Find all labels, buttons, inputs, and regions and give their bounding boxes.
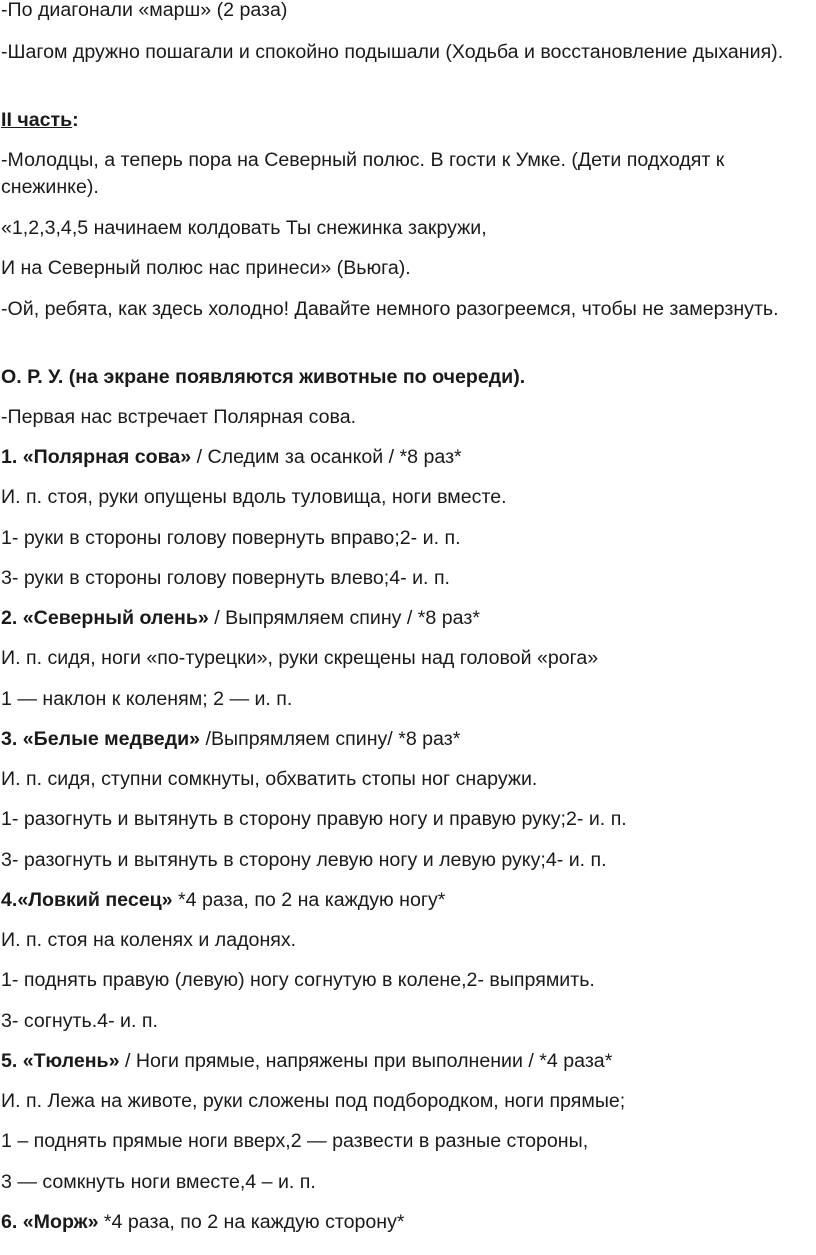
exercise-1-start: И. п. стоя, руки опущены вдоль туловища, ноги вместе. (1, 486, 507, 508)
exercise-1-title: 1. «Полярная сова» / Следим за осанкой / *8 раз* (1, 446, 462, 468)
exercise-1-step-1: 1- руки в стороны голову повернуть вправо;2- и. п. (1, 527, 461, 549)
exercise-6-title: 6. «Морж» *4 раза, по 2 на каждую сторону* (1, 1211, 405, 1233)
exercise-3-step-1: 1- разогнуть и вытянуть в сторону правую ногу и правую руку;2- и. п. (1, 808, 627, 830)
paragraph-march: -По диагонали «марш» (2 раза) (1, 0, 288, 21)
paragraph-owl-intro: -Первая нас встречает Полярная сова. (1, 406, 357, 428)
exercise-5-title: 5. «Тюлень» / Ноги прямые, напряжены при выполнении / *4 раза* (1, 1050, 613, 1072)
exercise-5-step-1: 1 – поднять прямые ноги вверх,2 — развести в разные стороны, (1, 1130, 589, 1152)
exercise-2-step-1: 1 — наклон к коленям; 2 — и. п. (1, 688, 293, 710)
paragraph-rhyme-1: «1,2,3,4,5 начинаем колдовать Ты снежинка закружи, (1, 217, 487, 239)
exercise-3-title: 3. «Белые медведи» /Выпрямляем спину/ *8 раз* (1, 728, 461, 750)
exercise-5-start: И. п. Лежа на животе, руки сложены под подбородком, ноги прямые; (1, 1090, 626, 1112)
exercise-3-start: И. п. сидя, ступни сомкнуты, обхватить стопы ног снаружи. (1, 768, 538, 790)
oru-heading: О. Р. У. (на экране появляются животные по очереди). (1, 366, 526, 388)
exercise-5-step-2: 3 — сомкнуть ноги вместе,4 – и. п. (1, 1171, 316, 1193)
exercise-4-step-2: 3- согнуть.4- и. п. (1, 1010, 158, 1032)
paragraph-rhyme-2: И на Северный полюс нас принеси» (Вьюга). (1, 257, 411, 279)
paragraph-cold: -Ой, ребята, как здесь холодно! Давайте немного разогреемся, чтобы не замерзнуть. (1, 298, 779, 320)
exercise-4-start: И. п. стоя на коленях и ладонях. (1, 929, 297, 951)
exercise-4-title: 4.«Ловкий песец» *4 раза, по 2 на каждую ногу* (1, 889, 446, 911)
exercise-2-title: 2. «Северный олень» / Выпрямляем спину / *8 раз* (1, 607, 480, 629)
part-two-heading: II часть: (1, 109, 79, 131)
exercise-4-step-1: 1- поднять правую (левую) ногу согнутую в колене,2- выпрямить. (1, 969, 595, 991)
exercise-1-step-2: 3- руки в стороны голову повернуть влево;4- и. п. (1, 567, 451, 589)
paragraph-north-pole: -Молодцы, а теперь пора на Северный полюс. В гости к Умке. (Дети подходят к снежинке). (1, 149, 725, 198)
paragraph-walking: -Шагом дружно пошагали и спокойно подышали (Ходьба и восстановление дыхания). (1, 41, 784, 63)
exercise-2-start: И. п. сидя, ноги «по-турецки», руки скрещены над головой «рога» (1, 647, 599, 669)
exercise-3-step-2: 3- разогнуть и вытянуть в сторону левую ногу и левую руку;4- и. п. (1, 849, 607, 871)
